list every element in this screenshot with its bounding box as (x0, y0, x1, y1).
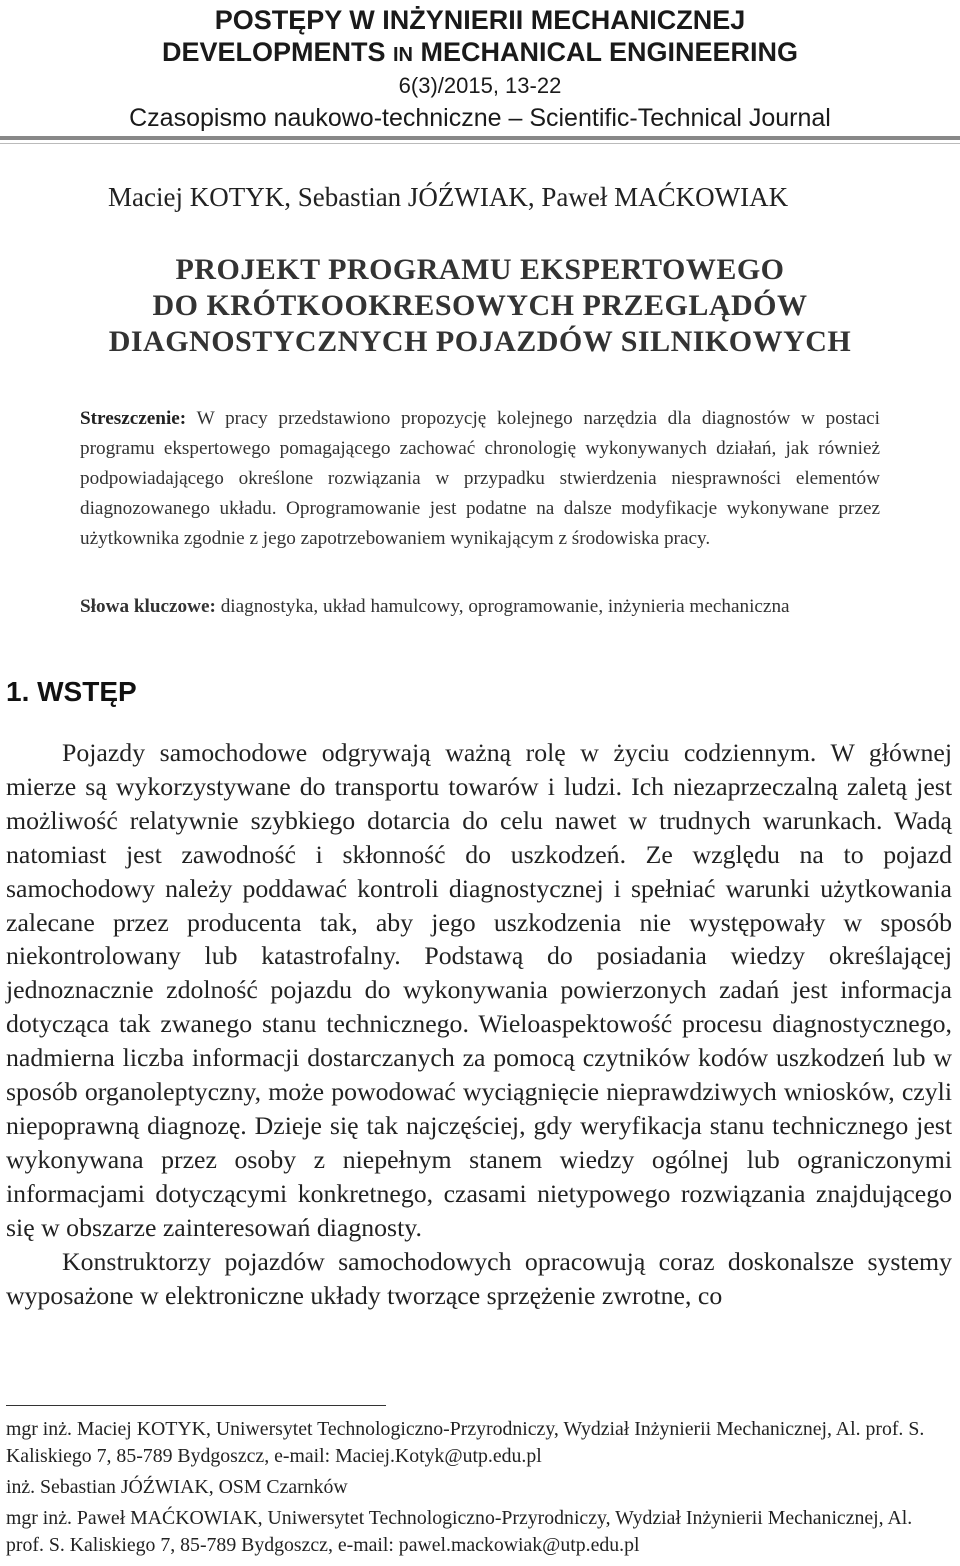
footnote-rule (6, 1405, 386, 1406)
journal-title-en-part1: DEVELOPMENTS (161, 37, 393, 67)
body-paragraph: Pojazdy samochodowe odgrywają ważną rolę w życiu codziennym. W głównej mierze są wykorzystywane do transportu towarów i ludzi. Ich niezaprzeczalną zaletą jest możliwość relatywnie szybkiego dotarcia do celu nawet w trudnych warunkach. Wadą natomiast jest zawodność i skłonność do uszkodzeń. Ze względu na to pojazd samochodowy należy poddawać kontroli diagnostycznej i spełniać warunki użytkowania zalecane przez producenta tak, aby jego uszkodzenia nie występowały w sposób niekontrolowany lub katastrofalny. Podstawą do posiadania wiedzy określającej jednoznacznie zdolność pojazdu do wykonywania powierzonych zadań jest informacja dotycząca tak zwanego stanu technicznego. Wieloaspektowość procesu diagnostycznego, nadmierna liczba informacji dostarczanych za pomocą czytników kodów uszkodzeń lub w sposób organoleptyczny, może powodować wyciągnięcie nieprawdziwych wniosków, czyli niepoprawną diagnozę. Dzieje się tak najczęściej, gdy weryfikacja stanu technicznego jest wykonywana przez osoby z niepełnym stanem wiedzy ogólnej lub ograniczonymi informacjami dotyczącymi konkretnego, czasami nietypowego rozwiązania znajdującego się w obszarze zainteresowań diagnosty. (6, 738, 952, 1242)
journal-title-pl: POSTĘPY W INŻYNIERII MECHANICZNEJ (214, 5, 746, 35)
footnote: mgr inż. Paweł MAĆKOWIAK, Uniwersytet Technologiczno-Przyrodniczy, Wydział Inżynierii Mechanicznej, Al. prof. S. Kaliskiego 7, 85-789 Bydgoszcz, e-mail: pawel.mackowiak@utp.edu.pl (6, 1507, 913, 1556)
body-text (6, 736, 952, 1312)
footnote: inż. Sebastian JÓŹWIAK, OSM Czarnków (6, 1476, 348, 1498)
body-paragraph: Konstruktorzy pojazdów samochodowych opracowują coraz doskonalsze systemy wyposażone w elektroniczne układy tworzące sprzężenie zwrotne, co (6, 1246, 952, 1310)
header-rule-thick (0, 136, 960, 140)
section-heading: 1. WSTĘP (6, 676, 137, 707)
journal-title-en-in: IN (393, 44, 413, 66)
journal-issue: 6(3)/2015, 13-22 (398, 73, 562, 98)
footnotes (6, 1416, 946, 1563)
journal-header (0, 4, 960, 135)
abstract-label: Streszczenie: (80, 408, 187, 429)
keywords-label: Słowa kluczowe: (80, 596, 216, 617)
journal-subtitle: Czasopismo naukowo-techniczne – Scientific-Technical Journal (129, 104, 831, 132)
footnote: mgr inż. Maciej KOTYK, Uniwersytet Technologiczno-Przyrodniczy, Wydział Inżynierii Mechanicznej, Al. prof. S. Kaliskiego 7, 85-789 Bydgoszcz, e-mail: Maciej.Kotyk@utp.edu.pl (6, 1418, 925, 1467)
journal-title-en (0, 36, 960, 71)
article-title-line: DO KRÓTKOOKRESOWYCH PRZEGLĄDÓW (152, 289, 808, 322)
article-authors: Maciej KOTYK, Sebastian JÓŹWIAK, Paweł MAĆKOWIAK (108, 182, 789, 212)
abstract (80, 404, 880, 554)
header-rule-thin (0, 143, 960, 144)
keywords-text: diagnostyka, układ hamulcowy, oprogramowanie, inżynieria mechaniczna (215, 596, 790, 617)
article-title-line: DIAGNOSTYCZNYCH POJAZDÓW SILNIKOWYCH (108, 325, 852, 358)
abstract-text: W pracy przedstawiono propozycję kolejnego narzędzia dla diagnostów w postaci programu ekspertowego pomagającego zachować chronologię wykonywanych działań, jak również podpowiadającego określone rozwiązania w przypadku stwierdzenia niesprawności elementów diagnozowanego układu. Oprogramowanie jest podatne na dalsze modyfikacje wykonywane przez użytkownika zgodnie z jego zapotrzebowaniem wynikającym z środowiska pracy. (80, 408, 880, 549)
article-title-line: PROJEKT PROGRAMU EKSPERTOWEGO (175, 253, 785, 286)
keywords (80, 592, 880, 621)
journal-title-en-part2: MECHANICAL ENGINEERING (413, 37, 799, 67)
article-title (40, 252, 920, 360)
